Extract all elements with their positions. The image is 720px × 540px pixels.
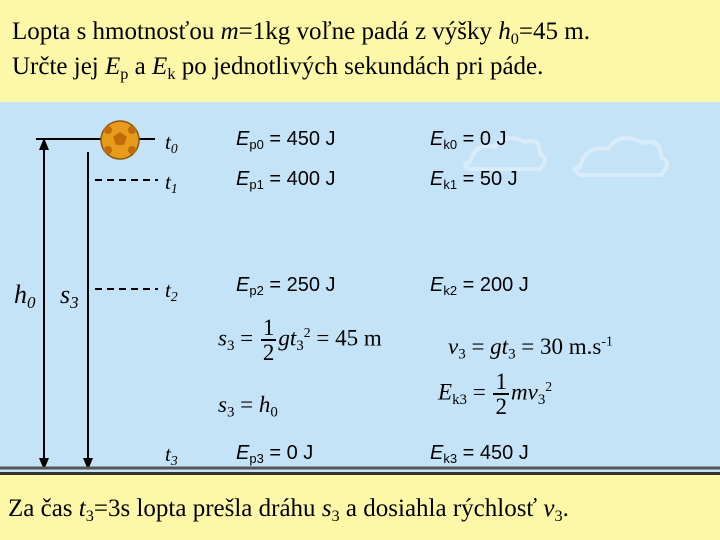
time-t3: $t_3$ xyxy=(165,442,178,469)
problem-line-1 xyxy=(12,14,710,49)
text: . xyxy=(562,495,569,522)
var-v: v xyxy=(543,495,555,522)
formula-ek3: $E_{k3}$ = $\frac{1}{2}$ $mv_3^2$ xyxy=(438,369,553,419)
label-s3: $s_3$ xyxy=(60,280,79,313)
text: Za čas xyxy=(8,495,79,522)
ep2-value: $E_{p2} = 250$ J xyxy=(236,274,336,298)
ep1-value: $E_{p1} = 400$ J xyxy=(236,168,336,192)
var-E: E xyxy=(152,53,168,80)
sub: 3 xyxy=(331,506,340,525)
text: a xyxy=(128,53,153,80)
ek2-value: $E_{k2} = 200$ J xyxy=(430,274,529,298)
ek0-value: $E_{k0} = 0$ J xyxy=(430,128,507,152)
var-E: E xyxy=(105,53,121,80)
fraction-half: $\frac{1}{2}$ xyxy=(495,369,507,419)
sub: 3 xyxy=(554,506,563,525)
problem-line-2 xyxy=(12,49,710,84)
text: =3s lopta prešla dráhu xyxy=(93,495,322,522)
sub: k xyxy=(167,64,176,83)
sub: p xyxy=(120,64,129,83)
time-t2: $t_2$ xyxy=(165,278,178,305)
text: po jednotlivých sekundách pri páde. xyxy=(175,53,544,80)
problem-statement xyxy=(0,0,720,102)
var-s: s xyxy=(321,495,332,522)
text: a dosiahla rýchlosť xyxy=(339,495,544,522)
text: Lopta s hmotnosťou xyxy=(12,18,221,45)
label-h0: $h_0$ xyxy=(14,280,36,313)
var-h: h xyxy=(498,18,511,45)
var-m: m xyxy=(220,18,239,45)
ep3-value: $E_{p3} = 0$ J xyxy=(236,442,314,466)
time-t1: $t_1$ xyxy=(165,170,178,197)
ek1-value: $E_{k1} = 50$ J xyxy=(430,168,518,192)
ek3-value: $E_{k3} = 450$ J xyxy=(430,442,529,466)
sub: 0 xyxy=(510,29,519,48)
diagram-graphics xyxy=(0,102,720,472)
text: Určte jej xyxy=(12,53,106,80)
conclusion-text xyxy=(0,472,720,540)
fraction-half: $\frac{1}{2}$ xyxy=(262,315,275,365)
text: =45 m. xyxy=(518,18,590,45)
sub: 3 xyxy=(85,506,94,525)
formula-s3: $s_3$ = $\frac{1}{2}$ $gt_3^2 = 45$ m xyxy=(218,315,382,365)
formula-s3-h0: $s_3 = h_0$ xyxy=(218,392,278,421)
formula-v3: $v_3 = gt_3 = 30$ $m.s^{-1}$ xyxy=(448,333,613,363)
var-t: t xyxy=(78,495,86,522)
time-t0: $t_0$ xyxy=(165,130,178,157)
ep0-value: $E_{p0} = 450$ J xyxy=(236,128,336,152)
text: =1kg voľne padá z výšky xyxy=(238,18,499,45)
diagram-area xyxy=(0,102,720,472)
ball-icon xyxy=(101,121,139,159)
